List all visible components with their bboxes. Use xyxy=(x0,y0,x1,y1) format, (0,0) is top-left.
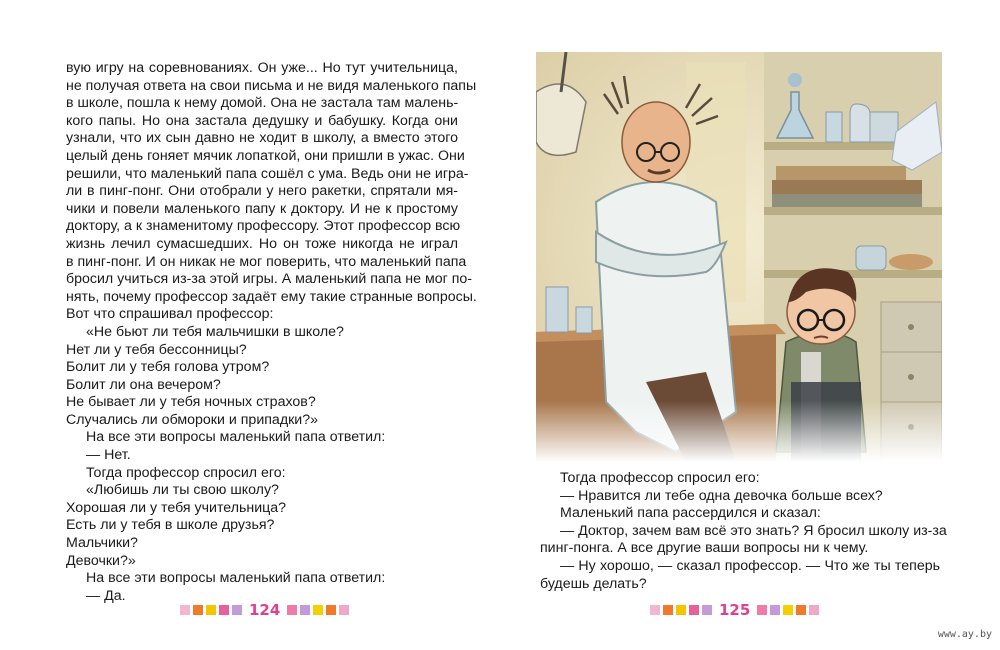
folio-square xyxy=(796,605,806,615)
professor-and-boy-illustration xyxy=(536,52,942,462)
page-number-text: 124 xyxy=(249,601,281,619)
folio-square xyxy=(180,605,190,615)
page-number-124 xyxy=(180,600,349,620)
text-line: Нет ли у тебя бессонницы? xyxy=(66,341,247,358)
folio-square xyxy=(206,605,216,615)
text-line: Маленький папа рассердился и сказал: xyxy=(560,505,821,522)
text-line: Болит ли она вечером? xyxy=(66,376,221,393)
text-line: — Нравится ли тебе одна девочка больше всех? xyxy=(560,487,883,504)
text-line: На все эти вопросы маленький папа ответил: xyxy=(86,570,386,587)
text-line: — Нет. xyxy=(86,447,131,464)
watermark: www.ay.by xyxy=(937,629,992,640)
right-page-text xyxy=(540,470,947,593)
text-line: вую игру на соревнованиях. Он уже... Но тут учительница, xyxy=(66,60,458,76)
text-line: Есть ли у тебя в школе друзья? xyxy=(66,517,275,534)
folio-square xyxy=(287,605,297,615)
text-line: чики и повели маленького папу к доктору. И не к простому xyxy=(66,200,458,217)
folio-square xyxy=(676,605,686,615)
folio-square xyxy=(663,605,673,615)
text-line: жизнь лечил сумасшедших. Но он тоже никогда не играл xyxy=(66,235,458,252)
text-line: ли в пинг-понг. Они отобрали у него ракетки, спрятали мя- xyxy=(66,183,458,200)
text-line: Не бывает ли у тебя ночных страхов? xyxy=(66,394,316,411)
text-line: узнали, что их сын давно не ходит в школу, а вместо этого xyxy=(66,130,458,147)
folio-square xyxy=(326,605,336,615)
text-line: — Ну хорошо, — сказал профессор. — Что же ты теперь xyxy=(560,557,940,574)
text-line: целый день гоняет мячик лопаткой, они пришли в ужас. Они xyxy=(66,147,465,164)
text-line: «Любишь ли ты свою школу? xyxy=(86,482,279,499)
text-line: кого папы. Но она застала дедушку и бабушку. Когда они xyxy=(66,112,458,129)
text-line: доктору, а к знаменитому профессору. Этот профессор всю xyxy=(66,218,461,235)
text-line: будешь делать? xyxy=(540,575,647,592)
text-line: — Да. xyxy=(86,587,126,604)
folio-square xyxy=(809,605,819,615)
text-line: Вот что спрашивал профессор: xyxy=(66,306,274,323)
text-line: На все эти вопросы маленький папа ответил: xyxy=(86,429,386,446)
text-line: бросил учиться из-за этой игры. А маленький папа не мог по- xyxy=(66,271,473,288)
text-line: — Доктор, зачем вам всё это знать? Я бросил школу из-за xyxy=(560,522,947,539)
text-line: Случались ли обмороки и припадки?» xyxy=(66,411,319,428)
folio-square xyxy=(650,605,660,615)
text-line: не получая ответа на свои письма и не видя маленького папы xyxy=(66,77,477,94)
folio-square xyxy=(757,605,767,615)
folio-square xyxy=(232,605,242,615)
text-line: «Не бьют ли тебя мальчишки в школе? xyxy=(86,323,344,340)
folio-square xyxy=(689,605,699,615)
folio-square xyxy=(313,605,323,615)
text-line: Девочки?» xyxy=(66,552,136,569)
right-page xyxy=(500,0,1000,650)
text-line: решили, что маленький папа сошёл с ума. Ведь они не игра- xyxy=(66,165,469,182)
page-number-125 xyxy=(650,600,819,620)
folio-square xyxy=(702,605,712,615)
text-line: Болит ли у тебя голова утром? xyxy=(66,359,270,376)
illustration-drawing xyxy=(536,52,942,462)
folio-square xyxy=(219,605,229,615)
folio-square xyxy=(770,605,780,615)
text-line: Тогда профессор спросил его: xyxy=(86,464,286,481)
text-line: в пинг-понг. И он никак не мог поверить, что маленький папа xyxy=(66,253,467,270)
text-line: нять, почему профессор задаёт ему такие странные вопросы. xyxy=(66,288,477,305)
folio-square xyxy=(300,605,310,615)
left-page-text xyxy=(66,60,477,605)
text-line: Мальчики? xyxy=(66,535,138,552)
text-line: Хорошая ли у тебя учительница? xyxy=(66,499,287,516)
page-number-text: 125 xyxy=(719,601,751,619)
text-line: в школе, пошла к нему домой. Она не застала там малень- xyxy=(66,95,459,112)
folio-square xyxy=(339,605,349,615)
text-line: пинг-понга. А все другие ваши вопросы ни к чему. xyxy=(540,540,869,557)
folio-square xyxy=(193,605,203,615)
folio-square xyxy=(783,605,793,615)
text-line: Тогда профессор спросил его: xyxy=(560,470,760,486)
